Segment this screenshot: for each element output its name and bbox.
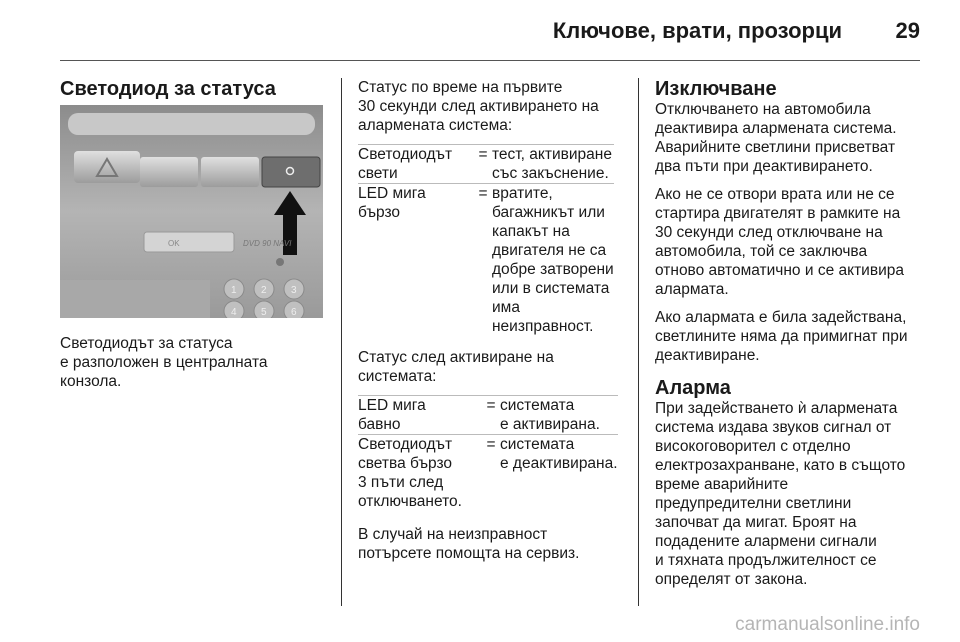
- equals-sign: =: [474, 184, 492, 337]
- table-row: [358, 396, 618, 435]
- cell-line: багажникът или: [492, 204, 605, 221]
- text-line: Статус по време на първите: [358, 79, 563, 96]
- text-line: Аварийните светлини присветват: [655, 139, 896, 156]
- cell-line: светва бързо: [358, 455, 453, 472]
- key-4: 4: [231, 307, 237, 318]
- text-line: 30 секунди след отключване на: [655, 224, 883, 241]
- key-5: 5: [261, 307, 267, 318]
- text-line: Ако алармата е била задействана,: [655, 309, 907, 326]
- cell-line: системата: [500, 397, 575, 414]
- table-row: [358, 184, 614, 337]
- cell-line: Светодиодът: [358, 146, 453, 163]
- text-line: деактивира алармената система.: [655, 120, 897, 137]
- cell-line: Светодиодът: [358, 436, 453, 453]
- cell-line: има: [492, 299, 520, 316]
- text-line: подадените алармени сигнали: [655, 533, 877, 550]
- column-1: [60, 78, 330, 100]
- status-table-first-30s: [358, 144, 614, 336]
- text-line: стартира двигателят в рамките на: [655, 205, 901, 222]
- column-3: [655, 78, 921, 598]
- cell-line: бързо: [358, 204, 401, 221]
- text-line: деактивиране.: [655, 347, 760, 364]
- text-line: предупредителни светлини: [655, 495, 852, 512]
- cell-line: е активирана.: [500, 416, 600, 433]
- text-line: Статус след активиране на: [358, 349, 554, 366]
- cell-line: 3 пъти след: [358, 474, 444, 491]
- disarm-paragraph-3: [655, 308, 921, 365]
- section-heading-disarm: Изключване: [655, 78, 777, 100]
- column-2: [358, 78, 634, 572]
- text-line: светлините няма да примигнат при: [655, 328, 908, 345]
- cell-line: е деактивирана.: [500, 455, 618, 472]
- cell-line: капакът на: [492, 223, 570, 240]
- equals-sign: =: [474, 145, 492, 184]
- text-line: високоговорител с отделно: [655, 438, 851, 455]
- text-line: два пъти при деактивирането.: [655, 158, 873, 175]
- caption-line: е разположен в централната: [60, 354, 268, 371]
- column-divider-1: [341, 78, 342, 606]
- text-line: време аварийните: [655, 476, 789, 493]
- cell-line: добре затворени: [492, 261, 614, 278]
- photo-caption: [60, 334, 330, 400]
- preset-keys: [224, 279, 304, 318]
- cell-line: вратите,: [492, 185, 553, 202]
- text-line: алармената система:: [358, 117, 513, 134]
- text-line: определят от закона.: [655, 571, 808, 588]
- cell-line: системата: [500, 436, 575, 453]
- text-line: отново автоматично и се активира: [655, 262, 904, 279]
- key-2: 2: [261, 285, 267, 296]
- status-intro-after-activation: [358, 348, 634, 386]
- dvd-navi-label: DVD 90 NAVI: [243, 239, 292, 248]
- disarm-paragraph-2: [655, 185, 921, 299]
- status-table-after-activation: [358, 395, 618, 511]
- text-line: алармата.: [655, 281, 729, 298]
- text-line: електрозахранване, като в същото: [655, 457, 906, 474]
- page-number: 29: [895, 18, 920, 43]
- malfunction-note: [358, 525, 634, 563]
- key-3: 3: [291, 285, 297, 296]
- section-heading-status-led: Светодиод за статуса: [60, 78, 276, 100]
- equals-sign: =: [482, 435, 500, 512]
- equals-sign: =: [482, 396, 500, 435]
- alarm-paragraph: [655, 399, 921, 589]
- watermark: carmanualsonline.info: [735, 614, 920, 635]
- section-heading-alarm: Аларма: [655, 377, 731, 399]
- status-intro-first-30s: [358, 78, 634, 135]
- text-line: автомобила, той се заключва: [655, 243, 868, 260]
- text-line: Отключването на автомобила: [655, 101, 871, 118]
- text-line: и тяхната продължителност се: [655, 552, 877, 569]
- header-rule: [60, 60, 920, 61]
- text-line: системата:: [358, 368, 437, 385]
- key-1: 1: [231, 285, 237, 296]
- key-6: 6: [291, 307, 297, 318]
- cell-line: или в системата: [492, 280, 610, 297]
- text-line: започват да мигат. Броят на: [655, 514, 857, 531]
- page-header-title: Ключове, врати, прозорци: [552, 18, 842, 43]
- cell-line: отключването.: [358, 493, 462, 510]
- console-photo: [60, 105, 323, 318]
- cell-line: тест, активиране: [492, 146, 612, 163]
- text-line: система издава звуков сигнал от: [655, 419, 892, 436]
- disarm-paragraph-1: [655, 100, 921, 176]
- text-line: При задействането ѝ алармената: [655, 400, 898, 417]
- text-line: В случай на неизправност: [358, 526, 548, 543]
- ok-button-label: OK: [168, 239, 180, 248]
- cell-line: бавно: [358, 416, 401, 433]
- cell-line: със закъснение.: [492, 165, 609, 182]
- table-row: [358, 145, 614, 184]
- cell-line: свети: [358, 165, 398, 182]
- text-line: потърсете помощта на сервиз.: [358, 545, 580, 562]
- column-divider-2: [638, 78, 639, 606]
- cell-line: LED мига: [358, 185, 426, 202]
- cell-line: неизправност.: [492, 318, 594, 335]
- text-line: Ако не се отвори врата или не се: [655, 186, 895, 203]
- table-row: [358, 435, 618, 512]
- caption-line: конзола.: [60, 373, 122, 390]
- cell-line: LED мига: [358, 397, 426, 414]
- cell-line: двигателя не са: [492, 242, 607, 259]
- caption-line: Светодиодът за статуса: [60, 335, 233, 352]
- text-line: 30 секунди след активирането на: [358, 98, 599, 115]
